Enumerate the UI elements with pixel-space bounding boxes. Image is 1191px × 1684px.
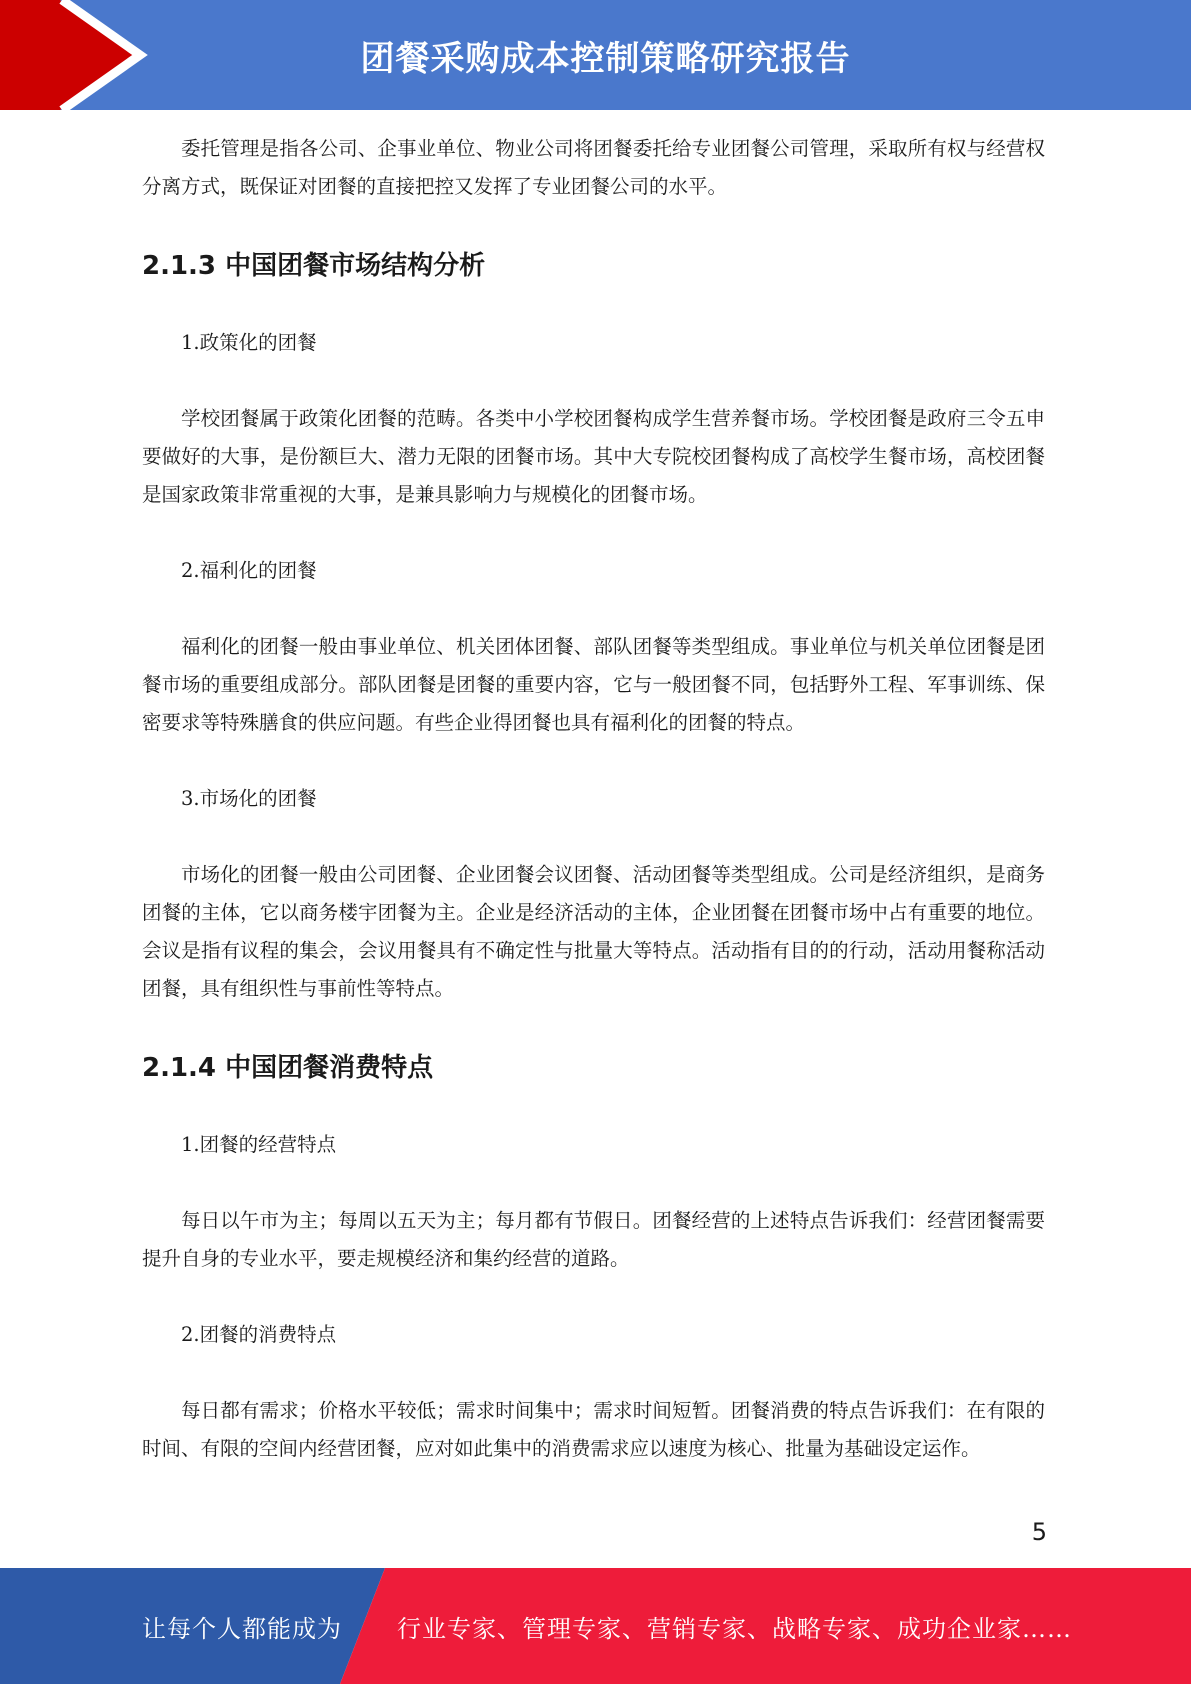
footer-slogan-left: 让每个人都能成为 (142, 1614, 342, 1643)
paragraph-welfare-catering: 福利化的团餐一般由事业单位、机关团体团餐、部队团餐等类型组成。事业单位与机关单位团餐是团餐市场的重要组成部分。部队团餐是团餐的重要内容，它与一般团餐不同，包括野外工程、军事训练、保密要求等特殊膳食的供应问题。有些企业得团餐也具有福利化的团餐的特点。 (142, 635, 1045, 734)
subheading-consumption-features: 2.团餐的消费特点 (181, 1323, 337, 1346)
paragraph-market-catering: 市场化的团餐一般由公司团餐、企业团餐会议团餐、活动团餐等类型组成。公司是经济组织，是商务团餐的主体，它以商务楼宇团餐为主。企业是经济活动的主体，企业团餐在团餐市场中占有重要的地位。会议是指有议程的集会，会议用餐具有不确定性与批量大等特点。活动指有目的的行动，活动用餐称活动团餐，具有组织性与事前性等特点。 (142, 863, 1045, 1000)
intro-paragraph: 委托管理是指各公司、企事业单位、物业公司将团餐委托给专业团餐公司管理，采取所有权与经营权分离方式，既保证对团餐的直接把控又发挥了专业团餐公司的水平。 (142, 137, 1045, 198)
section-heading-2-1-4: 2.1.4 中国团餐消费特点 (142, 1053, 434, 1083)
page-footer (0, 1568, 1191, 1684)
paragraph-consumption-features: 每日都有需求；价格水平较低；需求时间集中；需求时间短暂。团餐消费的特点告诉我们：在有限的时间、有限的空间内经营团餐，应对如此集中的消费需求应以速度为核心、批量为基础设定运作。 (142, 1399, 1045, 1460)
section-heading-2-1-3: 2.1.3 中国团餐市场结构分析 (142, 251, 486, 281)
report-title: 团餐采购成本控制策略研究报告 (360, 38, 851, 79)
subheading-welfare-catering: 2.福利化的团餐 (181, 559, 317, 582)
subheading-policy-catering: 1.政策化的团餐 (181, 331, 317, 354)
paragraph-operation-features: 每日以午市为主；每周以五天为主；每月都有节假日。团餐经营的上述特点告诉我们：经营团餐需要提升自身的专业水平，要走规模经济和集约经营的道路。 (142, 1209, 1045, 1270)
subheading-operation-features: 1.团餐的经营特点 (181, 1133, 337, 1156)
subheading-market-catering: 3.市场化的团餐 (181, 787, 317, 810)
footer-slogan-right: 行业专家、管理专家、营销专家、战略专家、成功企业家…… (397, 1614, 1072, 1643)
page-content (142, 130, 1045, 1468)
page-number: 5 (1031, 1518, 1047, 1546)
page-header (0, 0, 1191, 110)
paragraph-policy-catering: 学校团餐属于政策化团餐的范畴。各类中小学校团餐构成学生营养餐市场。学校团餐是政府三令五申要做好的大事，是份额巨大、潜力无限的团餐市场。其中大专院校团餐构成了高校学生餐市场，高校团餐是国家政策非常重视的大事，是兼具影响力与规模化的团餐市场。 (142, 407, 1045, 506)
